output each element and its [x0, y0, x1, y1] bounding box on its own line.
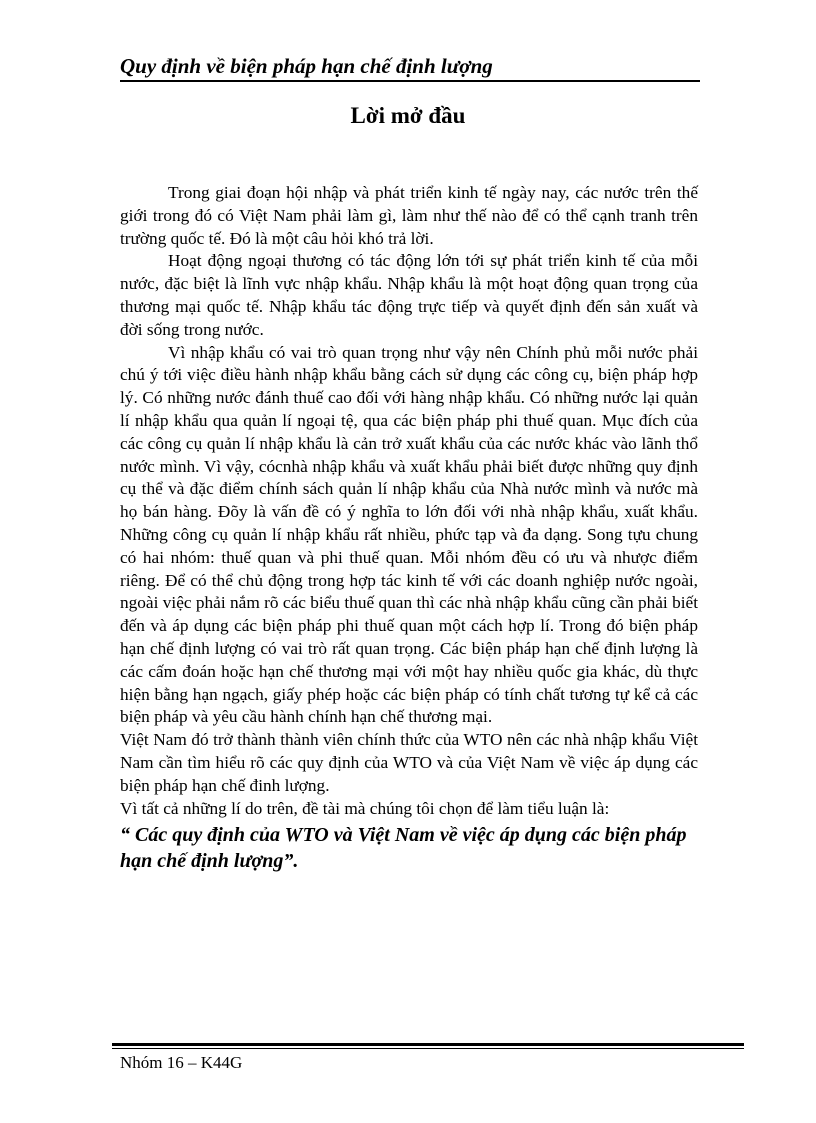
- page-header: [120, 52, 700, 82]
- paragraph-3: Vì nhập khẩu có vai trò quan trọng như vậy nên Chính phủ mỗi nước phải chú ý tới việc điều hành nhập khẩu bằng cách sử dụng các công cụ, biện pháp hợp lý. Có những nước đánh thuế cao đối với hàng nhập khẩu. Có những nước lại quản lí nhập khẩu qua quản lí ngoại tệ, qua các biện pháp phi thuế quan. Mục đích của các công cụ quản lí nhập khẩu là cản trở xuất khẩu của các nước khác vào lãnh thổ nước mình. Vì vậy, cócnhà nhập khẩu và xuất khẩu phải biết được những quy định cụ thể và đặc điểm chính sách quản lí nhập khẩu của Nhà nước mình và nước mà họ bán hàng. Đõy là vấn đề có ý nghĩa to lớn đối với nhà nhập khẩu, xuất khẩu. Những công cụ quản lí nhập khẩu rất nhiều, phức tạp và đa dạng. Song tựu chung có hai nhóm: thuế quan và phi thuế quan. Mỗi nhóm đều có ưu và nhược điểm riêng. Để có thể chủ động trong hợp tác kinh tế với các doanh nghiệp nước ngoài, ngoài việc phải nắm rõ các biểu thuế quan thì các nhà nhập khẩu cũng cần phải biết đến và áp dụng các biện pháp phi thuế quan một cách hợp lí. Trong đó biện pháp hạn chế định lượng có vai trò rất quan trọng. Các biện pháp hạn chế định lượng là các cấm đoán hoặc hạn chế thương mại với một hay nhiều quốc gia khác, dù thực hiện bằng hạn ngạch, giấy phép hoặc các biện pháp có tính chất tương tự kể cả các biện pháp và yêu cầu hành chính hạn chế thương mại.: [120, 342, 698, 727]
- footer-rule-thin: [112, 1048, 744, 1049]
- topic-title: “ Các quy định của WTO và Việt Nam về việc áp dụng các biện pháp hạn chế định lượng”.: [120, 824, 687, 873]
- paragraph-2: Hoạt động ngoại thương có tác động lớn tới sự phát triển kinh tế của mỗi nước, đặc biệt là lĩnh vực nhập khẩu. Nhập khẩu là một hoạt động quan trọng của thương mại quốc tế. Nhập khẩu tác động trực tiếp và quyết định đến sản xuất và đời sống trong nước.: [120, 251, 698, 339]
- paragraph-4: Việt Nam đó trở thành thành viên chính thức của WTO nên các nhà nhập khẩu Việt Nam cần tìm hiểu rõ các quy định của WTO và của Việt Nam về việc áp dụng các biện pháp hạn chế đinh lượng.: [120, 730, 698, 795]
- body-text: [120, 182, 698, 874]
- page-footer: [112, 1043, 744, 1075]
- page-heading: Lời mở đầu: [350, 103, 466, 128]
- footer-text: Nhóm 16 – K44G: [120, 1053, 243, 1072]
- header-title: Quy định về biện pháp hạn chế định lượng: [120, 54, 493, 78]
- paragraph-5: Vì tất cả những lí do trên, đề tài mà chúng tôi chọn để làm tiểu luận là:: [120, 798, 610, 818]
- header-rule: [120, 80, 700, 82]
- paragraph-1: Trong giai đoạn hội nhập và phát triển kinh tế ngày nay, các nước trên thế giới trong đó có Việt Nam phải làm gì, làm như thế nào để có thể cạnh tranh trên trường quốc tế. Đó là một câu hỏi khó trả lời.: [120, 183, 698, 248]
- footer-rule-thick: [112, 1043, 744, 1046]
